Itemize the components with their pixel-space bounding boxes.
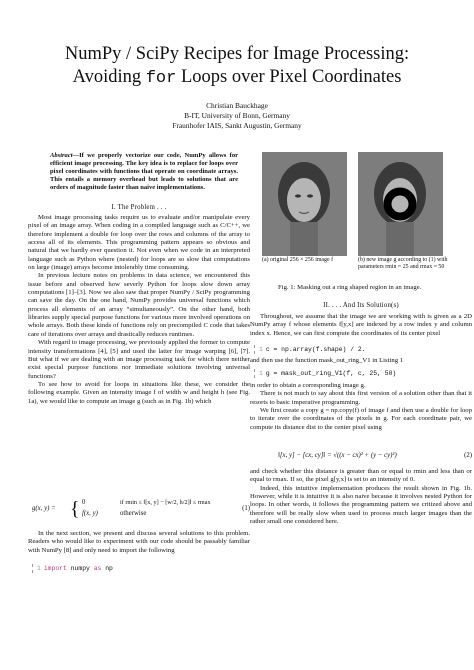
equation-1 xyxy=(28,498,250,522)
paragraph: To see how to avoid for loops in situations like these, we consider the following example. Given an intensity image f of width w and height h (see Fig. 1a), we would like to compute an image g (such as in Fig. 1b) which xyxy=(28,380,250,405)
abstract xyxy=(50,152,238,192)
left-column-continued xyxy=(28,530,250,555)
eq1-case1-value: 0 xyxy=(82,499,86,506)
paragraph: Indeed, this intuitive implementation produces the result shown in Fig. 1b. However, while it is intuitive it is also naive because it involves nested Python for loops. In other words, it follows the programming pattern we critized above and therefore will be really slow when used to process much larger images than the rather small one considered here. xyxy=(250,484,472,526)
equation-2 xyxy=(250,448,472,464)
left-column xyxy=(28,214,250,406)
figure-1b-caption: (b) new image g according to (1) with parameters rmin = 25 and rmax = 50 xyxy=(358,257,448,271)
section-1-heading: I. The Problem . . . xyxy=(111,204,167,211)
paper-title-line1: NumPy / SciPy Recipes for Image Processing: xyxy=(64,44,410,64)
paragraph: In the next section, we present and discuss several solutions to this problem. Readers who would like to experiment with our code should be passably familiar with NumPy [8] and only need to import the following xyxy=(28,530,250,554)
author-name: Christian Bauckhage xyxy=(206,101,268,110)
paragraph: There is not much to say about this first version of a solution other than that it resorts to basic imperative programming. xyxy=(250,390,472,406)
abstract-label: Abstract xyxy=(50,152,73,159)
eq1-lhs: g(x, y) = xyxy=(32,505,56,512)
paragraph: Throughout, we assume that the image we are working with is given as a 2D NumPy array f whose elements f[y,x] are indexed by a row index y and column index x. Hence, we can first compute the coordinates of its center pixel xyxy=(250,313,472,337)
right-column xyxy=(250,313,472,338)
code-call-function: 1 g = mask_out_ring_V1(f, c, 25, 50) xyxy=(254,369,469,378)
masked-portrait-image xyxy=(358,152,443,256)
section-2-heading: II. . . . And Its Solution(s) xyxy=(323,302,399,309)
paper-title-line2: Avoiding for Loops over Pixel Coordinates xyxy=(72,67,402,88)
figure-1 xyxy=(262,152,458,272)
author-affiliation-2: Fraunhofer IAIS, Sankt Augustin, Germany xyxy=(172,121,302,130)
paragraph: and check whether this distance is greater than or equal to rmin and less than or equal to rmax. If so, the pixel g[y,x] is set to an intensity of 0. xyxy=(250,468,472,484)
abstract-text: —If we properly vectorize our code, NumPy allows for efficient image processing. The key idea is to replace for loops over pixel coordinates with functions that operate on coordinate arrays. This entails a memory overhead but leads to solutions that are orders of magnitude faster than naive implementations. xyxy=(50,152,238,191)
eq1-number: (1) xyxy=(242,505,250,512)
paragraph: Most image processing tasks require us to evaluate and/or manipulate every pixel of an image array. When coding in a compiled language such as C/C++, we therefore implement a double for loop over the rows and columns of the array to access all of its elements. This programming pattern appears so obvious and natural that we hardly ever question it. Not even when we code in an interpreted language such as Python where (nested) for loops are so slow that computations on large (image) arrays become intolerably time consuming. xyxy=(28,214,250,272)
right-column-text-2 xyxy=(250,357,472,365)
eq1-case1-condition: if rmin ≤ ‖[x, y] − [w/2, h/2]‖ ≤ rmax xyxy=(120,499,211,506)
paragraph: and then use the function mask_out_ring_V1 in Listing 1 xyxy=(250,357,404,364)
paragraph: in order to obtain a corresponding image g. xyxy=(250,382,366,389)
eq1-brace: { xyxy=(70,498,80,520)
eq1-case2-value: f(x, y) xyxy=(82,510,98,517)
paragraph: With regard to image processing, we previously applied the former to compute intensity transformations [4], [5] and used the latter for image warping [6], [7]. But what if we are dealing with an image processing task for which there neither exist special purpose functions nor immediate solutions involving universal functions? xyxy=(28,339,250,380)
code-center-pixel: 1 c = np.array(f.shape) / 2. xyxy=(254,345,469,354)
figure-1-caption: Fig. 1: Masking out a ring shaped region in an image. xyxy=(278,284,422,291)
code-listing-import: 1 import numpy as np xyxy=(32,564,237,573)
eq2-formula: ‖[x, y] − [cx, cy]‖ = √((x − cx)² + (y − cy)²) xyxy=(278,452,397,459)
original-portrait-image xyxy=(262,152,347,256)
paragraph: In previous lecture notes on problems in data science, we encountered this issue before and observed how severly Python for loops slow down array computations [1]–[3]. Now we also saw that proper NumPy / SciPy programming can save the day. On the one hand, NumPy provides universal functions which process all elements of an array “simultaneously”. On the other hand, both libraries supply special purpose functions for various more involved operations on whole arrays. Both these kinds of functions rely on precompiled C code that takes care of iterations over arrays and drastically reduces runtimes. xyxy=(28,272,250,338)
paragraph: We first create a copy g = np.copy(f) of image f and then use a double for loop to iterate over the coordinates of the pixels in g. For each coordinate pair, we compute its distance dist to the center pixel using xyxy=(250,407,472,431)
eq1-case2-condition: otherwise xyxy=(120,510,147,517)
right-column-text-3 xyxy=(250,382,472,432)
figure-1a-caption: (a) original 256 × 256 image f xyxy=(262,257,334,263)
eq2-number: (2) xyxy=(464,452,472,459)
author-affiliation-1: B-IT, University of Bonn, Germany xyxy=(184,111,290,120)
right-column-text-4 xyxy=(250,468,472,526)
